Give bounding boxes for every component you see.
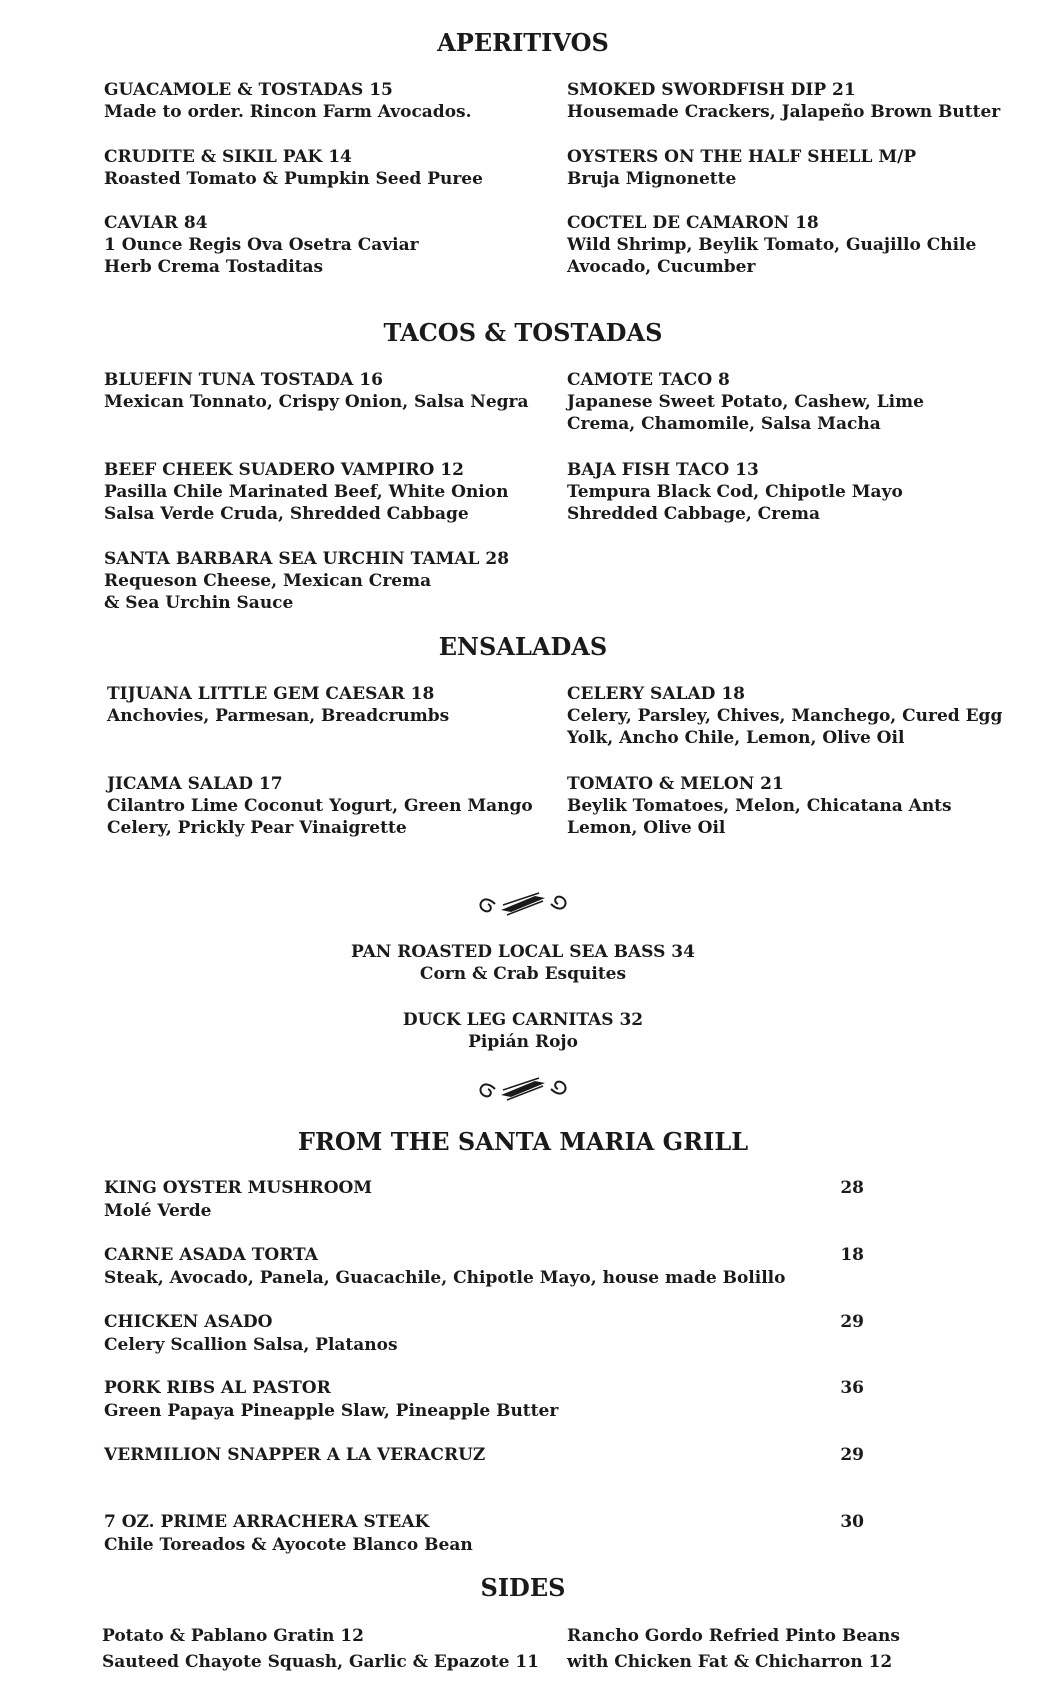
item-desc: Made to order. Rincon Farm Avocados. xyxy=(104,102,472,122)
special-item xyxy=(0,1009,1046,1053)
item-desc: Celery, Prickly Pear Vinaigrette xyxy=(107,818,407,838)
item-desc: Avocado, Cucumber xyxy=(567,257,756,277)
menu-item xyxy=(567,369,924,435)
side-item: Potato & Pablano Gratin 12 xyxy=(102,1626,364,1646)
item-name: CRUDITE & SIKIL PAK 14 xyxy=(104,147,352,167)
item-name: TIJUANA LITTLE GEM CAESAR 18 xyxy=(107,684,435,704)
item-name: SMOKED SWORDFISH DIP 21 xyxy=(567,80,856,100)
grill-item xyxy=(104,1311,864,1357)
item-desc: Anchovies, Parmesan, Breadcrumbs xyxy=(107,706,450,726)
section-title-grill: FROM THE SANTA MARIA GRILL xyxy=(297,1127,749,1156)
menu-item xyxy=(104,459,508,525)
item-desc: Celery Scallion Salsa, Platanos xyxy=(104,1335,398,1355)
grill-item xyxy=(104,1511,864,1557)
item-name: CARNE ASADA TORTA xyxy=(104,1245,318,1265)
item-desc: Cilantro Lime Coconut Yogurt, Green Mango xyxy=(107,796,533,816)
item-desc: Japanese Sweet Potato, Cashew, Lime xyxy=(567,392,924,412)
side-item: Rancho Gordo Refried Pinto Beans xyxy=(567,1626,900,1646)
menu-item xyxy=(104,212,419,278)
special-item xyxy=(0,941,1046,985)
item-desc: Shredded Cabbage, Crema xyxy=(567,504,820,524)
item-name: OYSTERS ON THE HALF SHELL M/P xyxy=(567,147,917,167)
menu-item xyxy=(567,146,916,190)
menu-item xyxy=(104,79,472,123)
item-name: BEEF CHEEK SUADERO VAMPIRO 12 xyxy=(104,460,464,480)
menu-item xyxy=(567,459,903,525)
item-desc: Pasilla Chile Marinated Beef, White Onion xyxy=(104,482,509,502)
item-desc: Roasted Tomato & Pumpkin Seed Puree xyxy=(104,169,483,189)
item-name: BAJA FISH TACO 13 xyxy=(567,460,759,480)
item-name: GUACAMOLE & TOSTADAS 15 xyxy=(104,80,393,100)
section-title-ensaladas: ENSALADAS xyxy=(438,632,608,661)
item-desc: Lemon, Olive Oil xyxy=(567,818,726,838)
menu-item xyxy=(567,212,976,278)
menu-item xyxy=(104,369,529,413)
item-desc: Requeson Cheese, Mexican Crema xyxy=(104,571,432,591)
item-desc: Mexican Tonnato, Crispy Onion, Salsa Negra xyxy=(104,392,529,412)
item-desc: Housemade Crackers, Jalapeño Brown Butter xyxy=(567,102,1001,122)
item-desc: Wild Shrimp, Beylik Tomato, Guajillo Chile xyxy=(567,235,977,255)
menu-item xyxy=(107,773,533,839)
item-name: COCTEL DE CAMARON 18 xyxy=(567,213,819,233)
item-name: 7 OZ. PRIME ARRACHERA STEAK xyxy=(104,1512,430,1532)
side-item: Sauteed Chayote Squash, Garlic & Epazote 11 xyxy=(102,1652,539,1672)
item-name: CELERY SALAD 18 xyxy=(567,684,745,704)
item-price: 28 xyxy=(840,1178,864,1198)
item-name: DUCK LEG CARNITAS 32 xyxy=(402,1010,644,1030)
item-name: VERMILION SNAPPER A LA VERACRUZ xyxy=(104,1445,486,1465)
section-title-aperitivos: APERITIVOS xyxy=(437,28,609,57)
section-title-sides: SIDES xyxy=(480,1573,566,1602)
item-name: CAVIAR 84 xyxy=(104,213,208,233)
item-price: 36 xyxy=(840,1378,864,1398)
item-desc: Salsa Verde Cruda, Shredded Cabbage xyxy=(104,504,469,524)
item-name: CHICKEN ASADO xyxy=(104,1312,273,1332)
item-desc: Corn & Crab Esquites xyxy=(419,964,627,984)
item-name: TOMATO & MELON 21 xyxy=(567,774,784,794)
menu-item xyxy=(567,773,952,839)
item-name: SANTA BARBARA SEA URCHIN TAMAL 28 xyxy=(104,549,510,569)
grill-item xyxy=(104,1177,864,1223)
item-price: 29 xyxy=(840,1312,864,1332)
item-name: CAMOTE TACO 8 xyxy=(567,370,730,390)
item-desc: Yolk, Ancho Chile, Lemon, Olive Oil xyxy=(567,728,905,748)
flourish-ornament-icon xyxy=(473,1074,573,1104)
item-name: JICAMA SALAD 17 xyxy=(107,774,283,794)
flourish-ornament-icon xyxy=(473,889,573,919)
item-desc: Bruja Mignonette xyxy=(567,169,737,189)
item-desc: Celery, Parsley, Chives, Manchego, Cured Egg xyxy=(567,706,1003,726)
menu-item xyxy=(567,683,1002,749)
item-desc: Crema, Chamomile, Salsa Macha xyxy=(567,414,881,434)
item-name: PAN ROASTED LOCAL SEA BASS 34 xyxy=(351,942,695,962)
item-desc: Green Papaya Pineapple Slaw, Pineapple Butter xyxy=(104,1401,559,1421)
item-desc: Molé Verde xyxy=(104,1201,212,1221)
grill-item xyxy=(104,1244,864,1290)
side-item: with Chicken Fat & Chicharron 12 xyxy=(567,1652,893,1672)
item-price: 18 xyxy=(840,1245,864,1265)
item-name: PORK RIBS AL PASTOR xyxy=(104,1378,331,1398)
item-price: 30 xyxy=(840,1512,864,1532)
item-desc: Tempura Black Cod, Chipotle Mayo xyxy=(567,482,903,502)
item-price: 29 xyxy=(840,1445,864,1465)
item-desc: Beylik Tomatoes, Melon, Chicatana Ants xyxy=(567,796,952,816)
menu-item xyxy=(567,79,1000,123)
section-title-tacos: TACOS & TOSTADAS xyxy=(383,318,663,347)
menu-item xyxy=(104,548,509,614)
item-desc: 1 Ounce Regis Ova Osetra Caviar xyxy=(104,235,419,255)
item-desc: Chile Toreados & Ayocote Blanco Bean xyxy=(104,1535,473,1555)
item-desc: & Sea Urchin Sauce xyxy=(104,593,294,613)
menu-item xyxy=(107,683,449,727)
item-desc: Herb Crema Tostaditas xyxy=(104,257,324,277)
item-name: BLUEFIN TUNA TOSTADA 16 xyxy=(104,370,383,390)
grill-item xyxy=(104,1377,864,1423)
menu-item xyxy=(104,146,483,190)
item-desc: Steak, Avocado, Panela, Guacachile, Chipotle Mayo, house made Bolillo xyxy=(104,1268,786,1288)
item-name: KING OYSTER MUSHROOM xyxy=(104,1178,373,1198)
grill-item xyxy=(104,1444,864,1467)
item-desc: Pipián Rojo xyxy=(468,1032,578,1052)
